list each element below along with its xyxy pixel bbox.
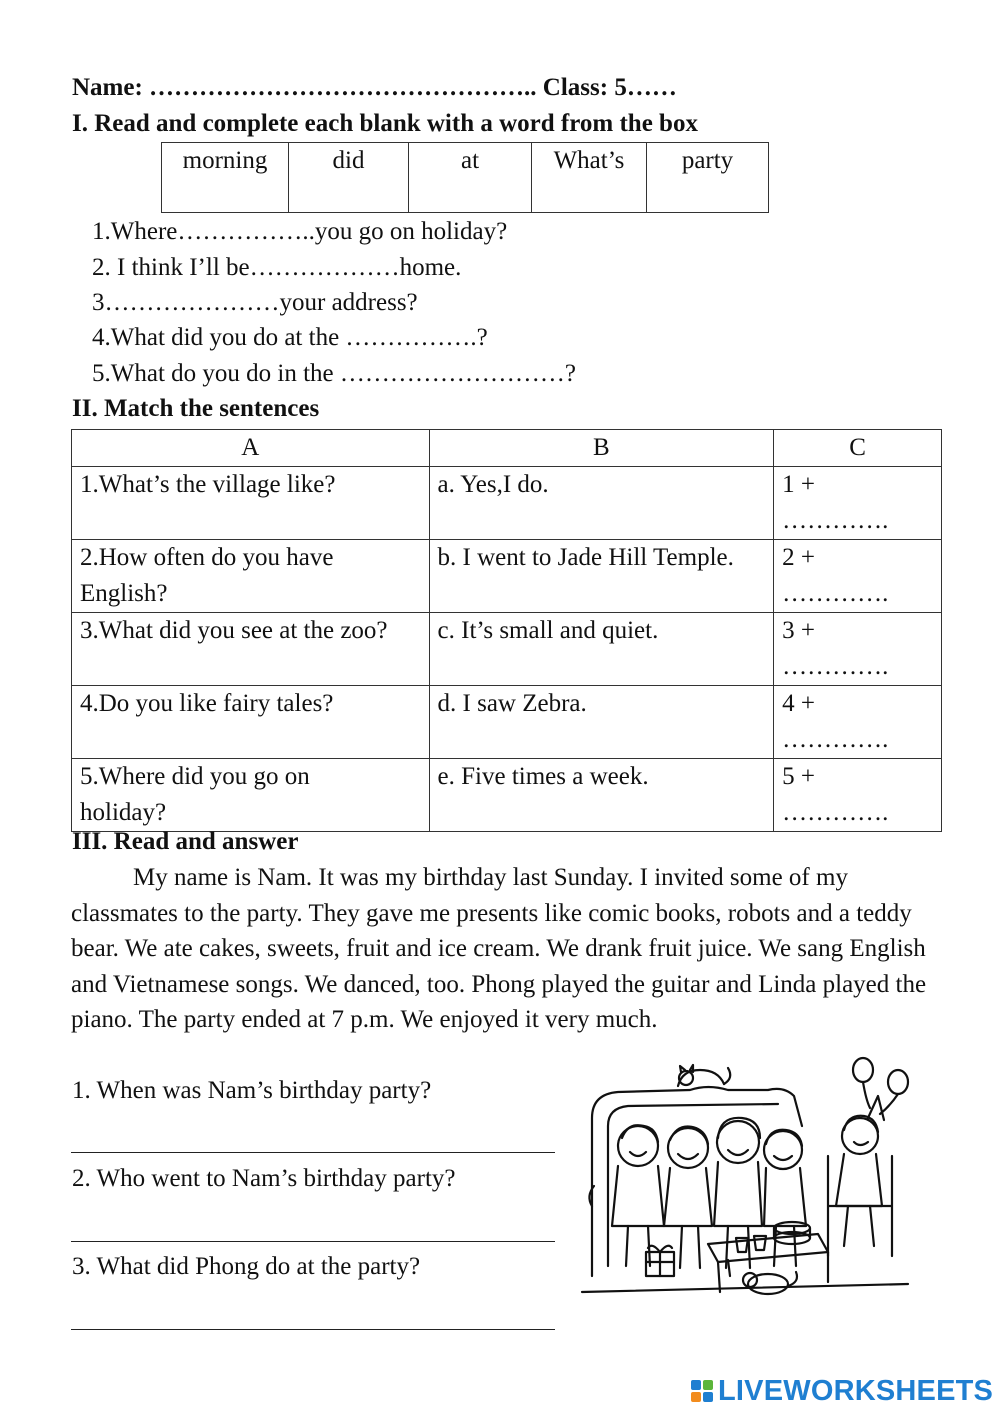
- table-row: [72, 540, 942, 613]
- matching-table: [71, 429, 942, 832]
- question-cell: 3.What did you see at the zoo?: [72, 613, 430, 686]
- match-number: 5 +: [782, 763, 815, 790]
- match-cell: [774, 759, 942, 832]
- word-box-item: party: [647, 143, 769, 213]
- question-text-line: English?: [80, 580, 168, 607]
- answer-line-3[interactable]: [71, 1329, 555, 1330]
- question-cell: 1.What’s the village like?: [72, 467, 430, 540]
- match-number: 1 +: [782, 471, 815, 498]
- answer-cell: b. I went to Jade Hill Temple.: [429, 540, 774, 613]
- answer-cell: a. Yes,I do.: [429, 467, 774, 540]
- answer-cell: e. Five times a week.: [429, 759, 774, 832]
- section1-title: I. Read and complete each blank with a word from the box: [72, 110, 698, 137]
- match-blank[interactable]: ………….: [782, 580, 889, 607]
- liveworksheets-logo-icon: [690, 1379, 714, 1403]
- match-number: 4 +: [782, 690, 815, 717]
- match-blank[interactable]: ………….: [782, 726, 889, 753]
- answer-cell: c. It’s small and quiet.: [429, 613, 774, 686]
- match-cell: [774, 540, 942, 613]
- question-text-line: 5.Where did you go on: [80, 763, 310, 790]
- word-box-item: What’s: [532, 143, 647, 213]
- question-cell: [72, 540, 430, 613]
- section2-title: II. Match the sentences: [72, 395, 320, 422]
- column-a-header: A: [72, 430, 430, 467]
- birthday-party-illustration: [578, 1056, 916, 1310]
- table-row: [72, 759, 942, 832]
- matching-header-row: [72, 430, 942, 467]
- word-box-item: did: [289, 143, 409, 213]
- word-box-item: morning: [162, 143, 289, 213]
- word-box: [161, 142, 769, 213]
- table-row: [72, 613, 942, 686]
- reading-question-1: 1. When was Nam’s birthday party?: [72, 1077, 432, 1104]
- match-blank[interactable]: ………….: [782, 507, 889, 534]
- match-number: 2 +: [782, 544, 815, 571]
- column-b-header: B: [429, 430, 774, 467]
- reading-question-2: 2. Who went to Nam’s birthday party?: [72, 1165, 456, 1192]
- word-box-item: at: [409, 143, 532, 213]
- column-c-header: C: [774, 430, 942, 467]
- reading-passage: My name is Nam. It was my birthday last Sunday. I invited some of my classmates to the party. They gave me presents like comic books, robots and a teddy bear. We ate cakes, sweets, fruit and ice cream. We drank fruit juice. We sang English and Vietnamese songs. We danced, too. Phong played the guitar and Linda played the piano. The party ended at 7 p.m. We enjoyed it very much.: [71, 864, 927, 1033]
- blank-question-2: 2. I think I’ll be………………home.: [92, 254, 462, 281]
- liveworksheets-logo: [690, 1376, 993, 1406]
- answer-cell: d. I saw Zebra.: [429, 686, 774, 759]
- answer-line-2[interactable]: [71, 1241, 555, 1242]
- blank-question-3: 3…………………your address?: [92, 289, 418, 316]
- match-cell: [774, 686, 942, 759]
- question-text-line: holiday?: [80, 799, 167, 826]
- blank-question-1: 1.Where……………..you go on holiday?: [92, 218, 508, 245]
- section3-title: III. Read and answer: [72, 828, 299, 855]
- question-cell: 4.Do you like fairy tales?: [72, 686, 430, 759]
- blank-question-4: 4.What did you do at the …………….?: [92, 324, 488, 351]
- table-row: [72, 686, 942, 759]
- match-cell: [774, 613, 942, 686]
- match-blank[interactable]: ………….: [782, 799, 889, 826]
- match-cell: [774, 467, 942, 540]
- name-class-line: Name: ……………………………………….. Class: 5……: [72, 74, 677, 101]
- reading-question-3: 3. What did Phong do at the party?: [72, 1253, 421, 1280]
- liveworksheets-brand-text: LIVEWORKSHEETS: [718, 1374, 994, 1407]
- question-cell: [72, 759, 430, 832]
- table-row: [72, 467, 942, 540]
- blank-question-5: 5.What do you do in the ………………………?: [92, 360, 576, 387]
- question-text-line: 2.How often do you have: [80, 544, 334, 571]
- answer-line-1[interactable]: [71, 1152, 555, 1153]
- match-number: 3 +: [782, 617, 815, 644]
- match-blank[interactable]: ………….: [782, 653, 889, 680]
